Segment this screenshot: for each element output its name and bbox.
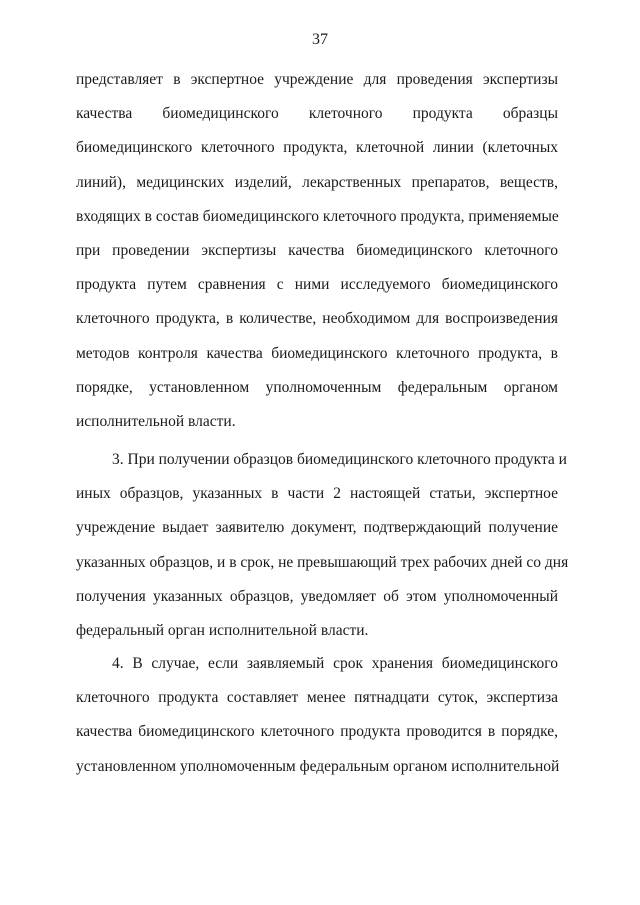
text-line: биомедицинского клеточного продукта, клеточной линии (клеточных (76, 139, 558, 157)
text-line: клеточного продукта, в количестве, необходимом для воспроизведения (76, 310, 558, 328)
text-line: линий), медицинских изделий, лекарственных препаратов, веществ, (76, 173, 558, 191)
text-line: представляет в экспертное учреждение для проведения экспертизы (76, 71, 558, 88)
text-line: 3. При получении образцов биомедицинского клеточного продукта и (112, 451, 567, 468)
text-line: исполнительной власти. (76, 412, 236, 430)
text-line: качества биомедицинского клеточного продукта образцы (76, 105, 558, 123)
text-line: иных образцов, указанных в части 2 настоящей статьи, экспертное (76, 485, 558, 503)
paragraph-item-3 (76, 443, 569, 648)
text-line: федеральный орган исполнительной власти. (76, 621, 369, 639)
text-line: продукта путем сравнения с ними исследуемого биомедицинского (76, 276, 558, 294)
text-line: получения указанных образцов, уведомляет об этом уполномоченный (76, 587, 558, 605)
text-line: при проведении экспертизы качества биомедицинского клеточного (76, 241, 558, 259)
paragraph-continuation (76, 63, 558, 439)
text-line: качества биомедицинского клеточного продукта проводится в порядке, (76, 723, 558, 741)
text-line: методов контроля качества биомедицинского клеточного продукта, в (76, 344, 558, 362)
text-line: порядке, установленном уполномоченным федеральным органом (76, 378, 558, 396)
text-line: учреждение выдает заявителю документ, подтверждающий получение (76, 519, 558, 537)
text-line: установленном уполномоченным федеральным органом исполнительной (76, 757, 560, 775)
text-line: входящих в состав биомедицинского клеточного продукта, применяемые (76, 207, 559, 225)
text-line: указанных образцов, и в срок, не превышающий трех рабочих дней со дня (76, 553, 569, 571)
text-line: клеточного продукта составляет менее пятнадцати суток, экспертиза (76, 689, 558, 707)
page-number: 37 (312, 31, 328, 48)
text-line: 4. В случае, если заявляемый срок хранения биомедицинского (112, 655, 558, 672)
paragraph-item-4 (76, 647, 558, 784)
